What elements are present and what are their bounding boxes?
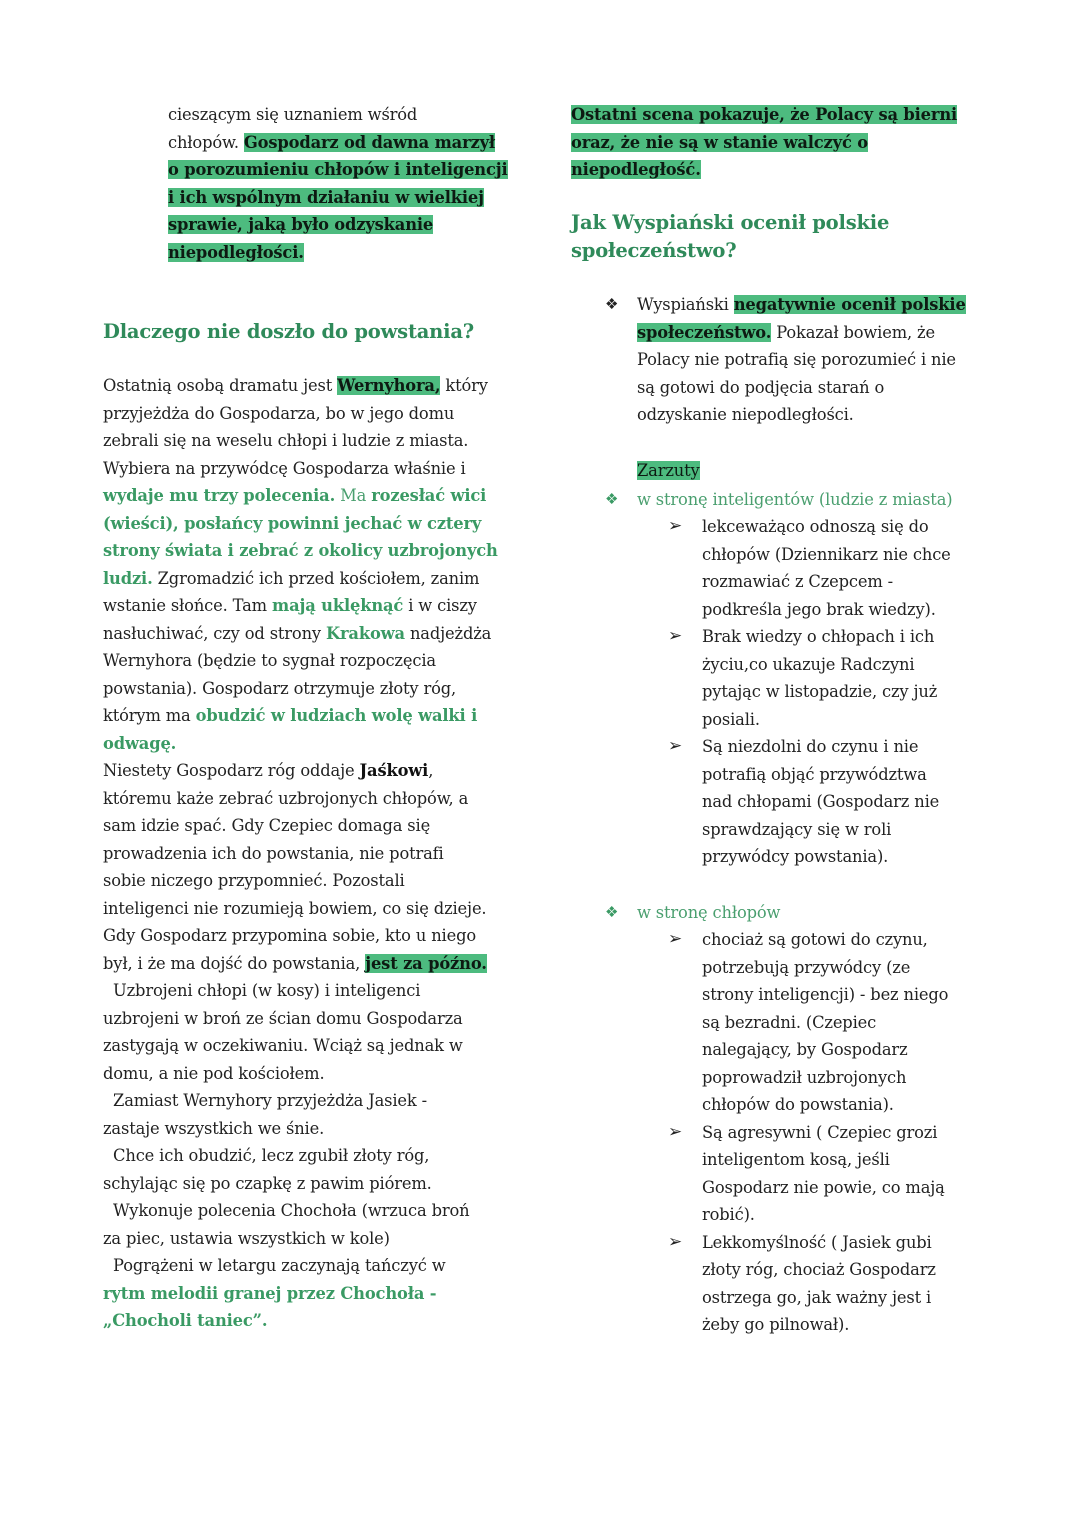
text-line <box>702 1091 948 1119</box>
text-line <box>702 1311 948 1339</box>
text-segment: Lekkomyślność ( Jasiek gubi <box>702 1232 932 1252</box>
list-item <box>668 623 951 733</box>
intro-paragraph-right <box>571 101 957 184</box>
text-line <box>103 427 498 455</box>
text-line <box>702 1146 948 1174</box>
text-segment: był, i że ma dojść do powstania, <box>103 953 366 973</box>
text-segment: poprowadził uzbrojonych <box>702 1067 907 1087</box>
text-line <box>103 840 498 868</box>
text-line <box>702 1119 948 1147</box>
list-item <box>605 291 966 429</box>
heading-line: społeczeństwo? <box>571 239 737 262</box>
text-line <box>702 1009 948 1037</box>
text-line <box>103 675 498 703</box>
text-line <box>103 510 498 538</box>
text-line <box>168 184 508 212</box>
text-segment: Ostatnią osobą dramatu jest <box>103 376 338 395</box>
text-segment: sobie niczego przypomnieć. Pozostali <box>103 871 405 890</box>
text-segment: potrafią objąć przywództwa <box>702 764 927 784</box>
arrow-bullet-icon: ➢ <box>668 626 683 646</box>
highlighted-text: sprawie, jaką było odzyskanie <box>168 215 434 234</box>
text-segment: ostrzega go, jak ważny jest i <box>702 1287 932 1307</box>
section-heading-powstanie: Dlaczego nie doszło do powstania? <box>103 320 475 343</box>
text-segment: pytając w listopadzie, czy już <box>702 682 938 701</box>
text-segment: Wernyhora (będzie to sygnał rozpoczęcia <box>103 651 436 670</box>
text-segment: nasłuchiwać, czy od strony <box>103 623 326 643</box>
text-line <box>702 954 948 982</box>
text-line <box>637 319 966 347</box>
diamond-bullet-green-icon: ❖ <box>605 490 619 508</box>
text-line <box>103 1280 498 1308</box>
text-segment: rozmawiać z Czepcem - <box>702 572 894 591</box>
text-line <box>637 291 966 319</box>
text-segment: Wyspiański <box>637 295 734 314</box>
arrow-bullet-icon: ➢ <box>668 929 683 949</box>
emphasized-text: ludzi. <box>103 568 153 588</box>
text-line <box>103 1142 498 1170</box>
text-segment: Gospodarz nie powie, co mają <box>702 1177 945 1197</box>
highlighted-text: negatywnie ocenił polskie <box>733 295 966 314</box>
text-segment: są bezradni. (Czepiec <box>702 1012 877 1032</box>
arrow-bullet-icon: ➢ <box>668 736 683 756</box>
text-segment: za piec, ustawia wszystkich w kole) <box>103 1228 390 1248</box>
text-segment: powstania). Gospodarz otrzymuje złoty róg, <box>103 678 457 698</box>
text-segment: sam idzie spać. Gdy Czepiec domaga się <box>103 816 431 835</box>
text-line <box>702 678 951 706</box>
text-line <box>103 400 498 428</box>
text-line <box>702 926 948 954</box>
text-line <box>702 843 951 871</box>
text-line <box>571 129 957 157</box>
text-segment: robić). <box>702 1205 755 1224</box>
text-segment: inteligentom kosą, jeśli <box>702 1150 890 1169</box>
text-line <box>571 156 957 184</box>
paragraph <box>637 457 700 485</box>
text-segment: prowadzenia ich do powstania, nie potrafi <box>103 843 444 863</box>
text-line <box>702 1201 948 1229</box>
text-line <box>103 757 498 785</box>
text-segment: zastaje wszystkich we śnie. <box>103 1118 325 1138</box>
text-segment: któremu każe zebrać uzbrojonych chłopów, a <box>103 788 469 808</box>
text-segment: zebrali się na weselu chłopi i ludzie z miasta. <box>103 431 469 450</box>
text-line <box>103 1032 498 1060</box>
list-item <box>605 486 952 514</box>
emphasized-text: mają uklęknąć <box>272 596 404 615</box>
emphasized-text: Krakowa <box>326 623 405 643</box>
arrow-bullet-icon: ➢ <box>668 516 683 536</box>
text-line <box>103 455 498 483</box>
text-line <box>702 788 951 816</box>
text-line <box>702 816 951 844</box>
text-segment: Zgromadzić ich przed kościołem, zanim <box>152 568 480 588</box>
list-item <box>668 733 951 871</box>
text-segment: odzyskanie niepodległości. <box>637 405 854 424</box>
text-line <box>637 899 780 927</box>
emphasized-text: (wieści), posłańcy powinni jechać w cztery <box>103 513 482 533</box>
text-line <box>702 1174 948 1202</box>
text-line <box>103 1307 498 1335</box>
text-line <box>103 702 498 730</box>
text-segment: życiu,co ukazuje Radczyni <box>702 654 915 674</box>
text-segment: uzbrojeni w broń ze ścian domu Gospodarza <box>103 1008 463 1028</box>
text-line <box>103 730 498 758</box>
text-line <box>168 129 508 157</box>
text-line <box>103 867 498 895</box>
text-segment: Pogrążeni w letargu zaczynają tańczyć w <box>103 1256 446 1275</box>
text-segment: złoty róg, chociaż Gospodarz <box>702 1260 936 1279</box>
text-line <box>103 1115 498 1143</box>
text-line <box>702 623 951 651</box>
text-line <box>702 651 951 679</box>
highlighted-text: Gospodarz od dawna marzył <box>243 132 496 152</box>
text-segment: przywódcy powstania). <box>702 847 889 866</box>
text-line <box>637 457 700 485</box>
text-line <box>702 1256 948 1284</box>
text-line <box>702 706 951 734</box>
highlighted-text: Zarzuty <box>637 461 700 480</box>
text-line <box>702 1284 948 1312</box>
section-heading-ocena <box>571 209 889 265</box>
text-line <box>702 513 951 541</box>
paragraph <box>571 101 957 184</box>
text-line <box>103 1225 498 1253</box>
text-line <box>103 812 498 840</box>
list-item <box>605 899 780 927</box>
text-line <box>168 101 508 129</box>
list-item <box>668 926 948 1119</box>
text-segment: zastygają w oczekiwaniu. Wciąż są jednak w <box>103 1036 463 1055</box>
text-line <box>103 1170 498 1198</box>
list-item <box>668 1119 948 1229</box>
text-line <box>702 1064 948 1092</box>
paragraph <box>103 372 498 1335</box>
text-line <box>103 592 498 620</box>
emphasized-text: w stronę inteligentów (ludzie z miasta) <box>637 490 953 509</box>
arrow-bullet-icon: ➢ <box>668 1121 683 1142</box>
text-line <box>637 401 966 429</box>
zarzuty-label <box>637 457 700 485</box>
text-segment: i w ciszy <box>403 596 477 615</box>
text-line <box>103 647 498 675</box>
text-line <box>103 482 498 510</box>
text-segment: nalegający, by Gospodarz <box>702 1040 908 1059</box>
paragraph <box>168 101 508 266</box>
text-segment: Brak wiedzy o chłopach i ich <box>702 627 935 646</box>
text-segment: schylając się po czapkę z pawim piórem. <box>103 1173 432 1193</box>
text-segment: Są niezdolni do czynu i nie <box>702 737 919 756</box>
text-line <box>571 101 957 129</box>
emphasized-text: odwagę. <box>103 733 177 753</box>
text-line <box>637 486 952 514</box>
text-line <box>103 785 498 813</box>
category-chlopi-items <box>668 926 948 1339</box>
emphasized-text: w stronę chłopów <box>637 903 781 922</box>
text-segment: chłopów. <box>168 132 244 152</box>
text-line <box>702 1229 948 1257</box>
text-segment: Wykonuje polecenia Chochoła (wrzuca broń <box>103 1201 470 1220</box>
summary-bullet <box>605 291 966 429</box>
text-line <box>702 541 951 569</box>
text-segment: żeby go pilnował). <box>702 1315 850 1334</box>
text-segment: Niestety Gospodarz róg oddaje <box>103 761 360 780</box>
text-line <box>103 537 498 565</box>
text-segment: nad chłopami (Gospodarz nie <box>702 792 940 811</box>
arrow-bullet-icon: ➢ <box>668 1231 683 1252</box>
list-item <box>668 1229 948 1339</box>
text-segment: Chce ich obudzić, lecz zgubił złoty róg, <box>103 1146 430 1165</box>
text-line <box>103 1005 498 1033</box>
text-segment: są gotowi do podjęcia starań o <box>637 377 885 397</box>
heading-line: Jak Wyspiański ocenił polskie <box>571 211 890 234</box>
text-segment: domu, a nie pod kościołem. <box>103 1063 325 1083</box>
text-segment: chłopów (Dziennikarz nie chce <box>702 544 951 564</box>
text-segment: Gdy Gospodarz przypomina sobie, kto u niego <box>103 926 476 945</box>
text-segment: Wybiera na przywódcę Gospodarza właśnie i <box>103 458 466 478</box>
text-segment: podkreśla jego brak wiedzy). <box>702 599 936 619</box>
text-segment: Zamiast Wernyhory przyjeżdża Jasiek - <box>103 1091 427 1110</box>
emphasized-text: rozesłać wici <box>371 486 487 505</box>
text-line <box>637 374 966 402</box>
text-line <box>702 596 951 624</box>
text-line <box>103 950 498 978</box>
text-line <box>168 211 508 239</box>
diamond-bullet-icon: ❖ <box>605 295 619 313</box>
text-segment: wstanie słońce. Tam <box>103 596 272 615</box>
text-segment: Są agresywni ( Czepiec grozi <box>702 1122 938 1142</box>
text-segment: lekceważąco odnoszą się do <box>702 517 929 536</box>
text-line <box>702 761 951 789</box>
text-segment: Pokazał bowiem, że <box>771 322 935 342</box>
text-segment: , <box>428 761 434 780</box>
text-segment: nadjeżdża <box>404 623 492 643</box>
emphasized-text: „Chocholi taniec”. <box>103 1311 268 1330</box>
highlighted-text: Wernyhora, <box>337 376 441 395</box>
emphasized-text: rytm melodii granej przez Chochoła - <box>103 1283 437 1303</box>
highlighted-text: o porozumieniu chłopów i inteligencji <box>168 160 508 179</box>
highlighted-text: jest za późno. <box>365 953 487 973</box>
text-line <box>702 733 951 761</box>
body-paragraph-left <box>103 372 498 1335</box>
highlighted-text: niepodległość. <box>571 160 701 179</box>
text-line <box>103 565 498 593</box>
text-segment: przyjeżdża do Gospodarza, bo w jego domu <box>103 403 455 423</box>
text-segment: chociaż są gotowi do czynu, <box>702 930 928 949</box>
text-line <box>103 895 498 923</box>
text-line <box>103 1060 498 1088</box>
text-segment: który <box>440 376 488 395</box>
text-segment: cieszącym się uznaniem wśród <box>168 105 418 124</box>
text-line <box>702 981 948 1009</box>
highlighted-text: niepodległości. <box>168 242 304 262</box>
intro-paragraph-left <box>168 101 508 266</box>
text-line <box>637 346 966 374</box>
text-line <box>103 372 498 400</box>
text-line <box>702 1036 948 1064</box>
emphasized-text: strony świata i zebrać z okolicy uzbrojonych <box>103 541 498 560</box>
text-segment: Uzbrojeni chłopi (w kosy) i inteligenci <box>103 981 421 1000</box>
category-inteligenci-items <box>668 513 951 871</box>
text-segment: chłopów do powstania). <box>702 1095 894 1114</box>
text-line <box>103 1087 498 1115</box>
text-segment: którym ma <box>103 706 196 725</box>
text-segment: Polacy nie potrafią się porozumieć i nie <box>637 350 956 369</box>
text-segment: strony inteligencji) - bez niego <box>702 985 949 1004</box>
text-line <box>103 1197 498 1225</box>
text-line <box>168 239 508 267</box>
text-segment: inteligenci nie rozumieją bowiem, co się dzieje. <box>103 898 487 918</box>
highlighted-text: społeczeństwo. <box>637 322 772 342</box>
emphasized-text: wydaje mu trzy polecenia. <box>103 486 336 505</box>
text-segment: sprawdzający się w roli <box>702 819 892 839</box>
text-segment: potrzebują przywódcy (ze <box>702 957 911 977</box>
highlighted-text: i ich wspólnym działaniu w wielkiej <box>168 187 484 207</box>
text-line <box>103 1252 498 1280</box>
text-segment: posiali. <box>702 709 760 729</box>
diamond-bullet-green-icon: ❖ <box>605 903 619 921</box>
text-line <box>103 977 498 1005</box>
highlighted-text: Ostatni scena pokazuje, że Polacy są bierni <box>571 105 958 124</box>
text-line <box>103 620 498 648</box>
category-inteligenci <box>605 486 952 514</box>
category-chlopi <box>605 899 780 927</box>
text-line <box>103 922 498 950</box>
list-item <box>668 513 951 623</box>
text-line <box>702 568 951 596</box>
emphasized-text: Ma <box>335 486 372 505</box>
emphasized-text: obudzić w ludziach wolę walki i <box>195 706 478 725</box>
emphasized-text: Jaśkowi <box>359 761 429 780</box>
highlighted-text: oraz, że nie są w stanie walczyć o <box>571 132 868 152</box>
text-line <box>168 156 508 184</box>
